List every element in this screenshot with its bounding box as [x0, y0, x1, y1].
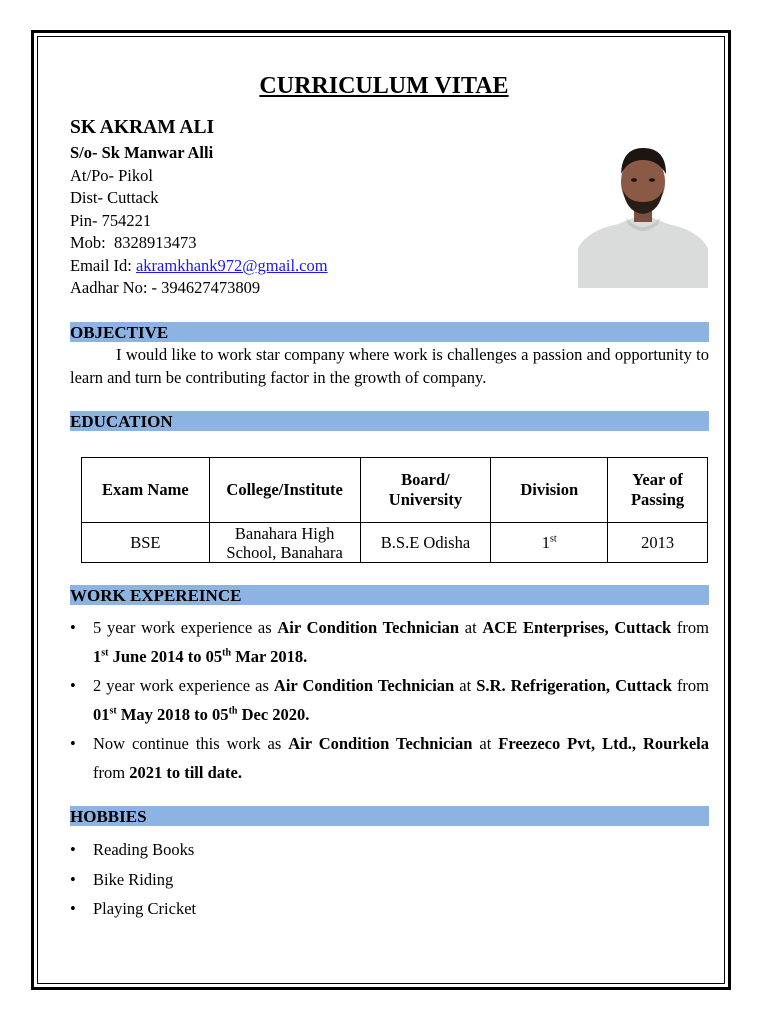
list-item: • Playing Cricket: [70, 894, 709, 924]
bullet-icon: •: [70, 899, 76, 918]
person-photo-icon: [578, 138, 708, 288]
address-pin: Pin- 754221: [70, 210, 152, 230]
list-item: • Bike Riding: [70, 865, 709, 895]
personal-details: [70, 114, 550, 300]
header-board: Board/ University: [360, 458, 491, 523]
address-atpo: At/Po- Pikol: [70, 165, 153, 185]
education-header-row: [82, 458, 708, 523]
bullet-icon: •: [70, 840, 76, 859]
header-exam-name: Exam Name: [82, 458, 210, 523]
header-college: College/Institute: [209, 458, 360, 523]
cell-year: 2013: [608, 523, 708, 563]
candidate-name: SK AKRAM ALI: [70, 117, 215, 138]
header-division: Division: [491, 458, 608, 523]
education-heading: EDUCATION: [70, 411, 709, 431]
cell-board: B.S.E Odisha: [360, 523, 491, 563]
page-title: CURRICULUM VITAE: [259, 73, 509, 99]
list-item: • Reading Books: [70, 835, 709, 865]
cell-division: 1st: [491, 523, 608, 563]
cell-college: Banahara High School, Banahara: [209, 523, 360, 563]
education-table: [81, 457, 708, 563]
bullet-icon: •: [70, 676, 76, 695]
mobile-number: Mob: 8328913473: [70, 233, 197, 252]
email-label: Email Id:: [70, 255, 136, 275]
email-link[interactable]: akramkhank972@gmail.com: [135, 255, 328, 275]
cell-exam: BSE: [82, 523, 210, 563]
hobbies-heading: HOBBIES: [70, 806, 709, 826]
objective-heading: OBJECTIVE: [70, 322, 709, 342]
bullet-icon: •: [70, 869, 76, 889]
email-row: [70, 255, 550, 278]
profile-photo: [578, 138, 708, 288]
hobbies-list: [70, 835, 709, 924]
list-item: • Now continue this work as Air Condition Technician at Freezeco Pvt, Ltd., Rourkela from 2021 to till date.: [70, 729, 709, 787]
objective-text: I would like to work star company where work is challenges a passion and opportunity to learn and turn be contributing factor in the growth of company.: [70, 345, 709, 387]
list-item: • 2 year work experience as Air Condition Technician at S.R. Refrigeration, Cuttack from 01st May 2018 to 05th Dec 2020.: [70, 671, 709, 729]
header-year: Year of Passing: [608, 458, 708, 523]
work-experience-list: [70, 613, 709, 787]
list-item: • 5 year work experience as Air Condition Technician at ACE Enterprises, Cuttack from 1st June 2014 to 05th Mar 2018.: [70, 613, 709, 671]
table-row: [82, 523, 708, 563]
aadhar-number: Aadhar No: - 394627473809: [70, 278, 261, 297]
bullet-icon: •: [70, 734, 76, 753]
work-heading: WORK EXPEREINCE: [70, 585, 709, 605]
address-dist: Dist- Cuttack: [70, 188, 159, 207]
father-name: S/o- Sk Manwar Alli: [70, 143, 214, 162]
bullet-icon: •: [70, 618, 76, 637]
